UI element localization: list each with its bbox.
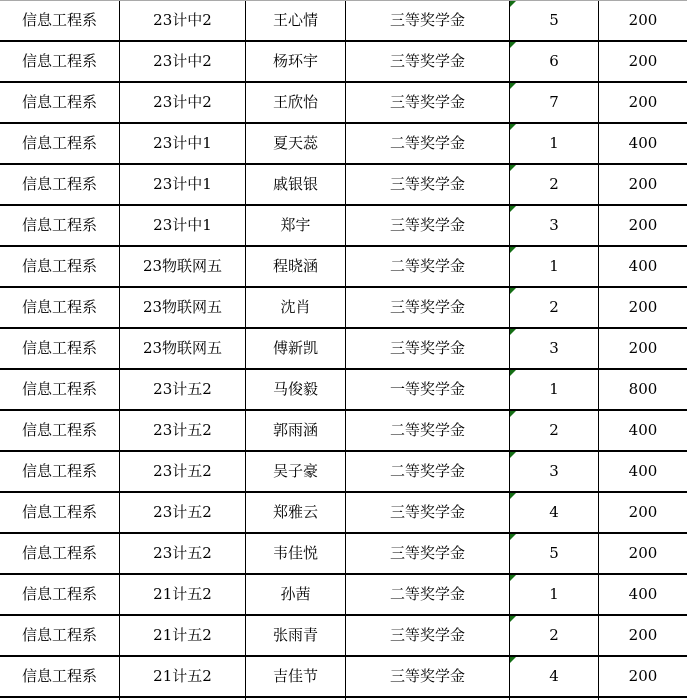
cell-award-level[interactable] (346, 42, 510, 83)
cell-value: 杨环宇 (272, 52, 318, 70)
cell-student-name[interactable] (246, 411, 346, 452)
cell-award-level[interactable] (346, 206, 510, 247)
cell-value: 200 (628, 11, 658, 29)
cell-award-level[interactable] (346, 124, 510, 165)
cell-value: 800 (628, 380, 658, 398)
cell-value: 200 (628, 298, 658, 316)
cell-value: 400 (628, 421, 658, 439)
cell-award-level[interactable] (346, 288, 510, 329)
cell-class[interactable] (120, 288, 246, 329)
number-stored-as-text-indicator-icon (510, 206, 516, 212)
cell-value: 21计五2 (153, 626, 212, 644)
cell-department[interactable] (0, 206, 120, 247)
cell-department[interactable] (0, 1, 120, 42)
table-row (0, 452, 687, 493)
cell-amount[interactable] (599, 288, 687, 329)
cell-class[interactable] (120, 329, 246, 370)
cell-department[interactable] (0, 42, 120, 83)
table-row (0, 493, 687, 534)
cell-value: 23计五2 (153, 503, 212, 521)
table-row (0, 657, 687, 698)
cell-value: 三等奖学金 (389, 667, 465, 685)
table-row (0, 83, 687, 124)
cell-value: 三等奖学金 (389, 93, 465, 111)
cell-value: 马俊毅 (272, 380, 318, 398)
cell-rank[interactable] (510, 534, 599, 575)
cell-value: 信息工程系 (21, 93, 97, 111)
cell-amount[interactable] (599, 42, 687, 83)
cell-rank[interactable] (510, 329, 599, 370)
cell-value: 1 (549, 585, 559, 603)
cell-class[interactable] (120, 124, 246, 165)
cell-student-name[interactable] (246, 493, 346, 534)
cell-amount[interactable] (599, 575, 687, 616)
table-row (0, 411, 687, 452)
cell-amount[interactable] (599, 247, 687, 288)
cell-value: 23物联网五 (142, 339, 223, 357)
cell-value: 2 (549, 626, 559, 644)
number-stored-as-text-indicator-icon (510, 288, 516, 294)
cell-department[interactable] (0, 616, 120, 657)
cell-value: 信息工程系 (21, 544, 97, 562)
cell-amount[interactable] (599, 452, 687, 493)
cell-value: 4 (549, 503, 559, 521)
cell-value: 3 (549, 216, 559, 234)
cell-value: 200 (628, 544, 658, 562)
cell-amount[interactable] (599, 493, 687, 534)
cell-value: 沈肖 (280, 298, 311, 316)
cell-value: 三等奖学金 (389, 626, 465, 644)
cell-award-level[interactable] (346, 657, 510, 698)
cell-department[interactable] (0, 493, 120, 534)
cell-value: 信息工程系 (21, 298, 97, 316)
table-row (0, 247, 687, 288)
cell-value: 1 (549, 380, 559, 398)
cell-value: 400 (628, 257, 658, 275)
cell-value: 3 (549, 339, 559, 357)
cell-student-name[interactable] (246, 42, 346, 83)
cell-value: 信息工程系 (21, 339, 97, 357)
cell-value: 23计五2 (153, 462, 212, 480)
number-stored-as-text-indicator-icon (510, 616, 516, 622)
cell-value: 23物联网五 (142, 298, 223, 316)
cell-value: 二等奖学金 (389, 257, 465, 275)
cell-amount[interactable] (599, 411, 687, 452)
number-stored-as-text-indicator-icon (510, 575, 516, 581)
cell-amount[interactable] (599, 83, 687, 124)
cell-value: 三等奖学金 (389, 52, 465, 70)
cell-value: 200 (628, 667, 658, 685)
cell-value: 信息工程系 (21, 134, 97, 152)
cell-department[interactable] (0, 657, 120, 698)
cell-award-level[interactable] (346, 370, 510, 411)
cell-value: 信息工程系 (21, 52, 97, 70)
cell-value: 400 (628, 585, 658, 603)
cell-value: 2 (549, 421, 559, 439)
cell-value: 三等奖学金 (389, 339, 465, 357)
cell-student-name[interactable] (246, 657, 346, 698)
cell-value: 王欣怡 (272, 93, 318, 111)
cell-value: 200 (628, 52, 658, 70)
cell-rank[interactable] (510, 370, 599, 411)
cell-award-level[interactable] (346, 452, 510, 493)
cell-award-level[interactable] (346, 1, 510, 42)
cell-value: 1 (549, 257, 559, 275)
cell-rank[interactable] (510, 411, 599, 452)
cell-value: 傅新凯 (272, 339, 318, 357)
cell-department[interactable] (0, 247, 120, 288)
cell-department[interactable] (0, 83, 120, 124)
number-stored-as-text-indicator-icon (510, 534, 516, 540)
cell-value: 一等奖学金 (389, 380, 465, 398)
cell-department[interactable] (0, 534, 120, 575)
cell-rank[interactable] (510, 83, 599, 124)
cell-rank[interactable] (510, 165, 599, 206)
cell-value: 4 (549, 667, 559, 685)
number-stored-as-text-indicator-icon (510, 1, 516, 7)
number-stored-as-text-indicator-icon (510, 370, 516, 376)
cell-student-name[interactable] (246, 247, 346, 288)
cell-amount[interactable] (599, 1, 687, 42)
cell-student-name[interactable] (246, 83, 346, 124)
cell-class[interactable] (120, 493, 246, 534)
table-row (0, 165, 687, 206)
cell-value: 200 (628, 626, 658, 644)
cell-student-name[interactable] (246, 124, 346, 165)
cell-student-name[interactable] (246, 288, 346, 329)
cell-award-level[interactable] (346, 247, 510, 288)
table-row (0, 370, 687, 411)
cell-amount[interactable] (599, 206, 687, 247)
cell-value: 信息工程系 (21, 11, 97, 29)
cell-class[interactable] (120, 411, 246, 452)
number-stored-as-text-indicator-icon (510, 42, 516, 48)
cell-value: 孙茜 (280, 585, 311, 603)
cell-student-name[interactable] (246, 1, 346, 42)
cell-value: 5 (549, 544, 559, 562)
cell-award-level[interactable] (346, 493, 510, 534)
cell-student-name[interactable] (246, 534, 346, 575)
cell-value: 吉佳节 (272, 667, 318, 685)
cell-class[interactable] (120, 83, 246, 124)
cell-value: 程晓涵 (272, 257, 318, 275)
cell-value: 三等奖学金 (389, 175, 465, 193)
cell-value: 信息工程系 (21, 175, 97, 193)
cell-department[interactable] (0, 124, 120, 165)
cell-department[interactable] (0, 370, 120, 411)
cell-rank[interactable] (510, 452, 599, 493)
cell-value: 三等奖学金 (389, 11, 465, 29)
cell-class[interactable] (120, 452, 246, 493)
cell-amount[interactable] (599, 329, 687, 370)
table-row (0, 124, 687, 165)
table-row (0, 534, 687, 575)
cell-student-name[interactable] (246, 616, 346, 657)
cell-class[interactable] (120, 370, 246, 411)
cell-amount[interactable] (599, 370, 687, 411)
cell-rank[interactable] (510, 616, 599, 657)
cell-student-name[interactable] (246, 575, 346, 616)
cell-amount[interactable] (599, 657, 687, 698)
cell-value: 2 (549, 298, 559, 316)
cell-value: 二等奖学金 (389, 585, 465, 603)
cell-value: 23计中1 (153, 216, 212, 234)
cell-value: 信息工程系 (21, 421, 97, 439)
cell-value: 信息工程系 (21, 380, 97, 398)
cell-student-name[interactable] (246, 206, 346, 247)
cell-value: 信息工程系 (21, 626, 97, 644)
cell-value: 张雨青 (272, 626, 318, 644)
cell-value: 信息工程系 (21, 503, 97, 521)
cell-class[interactable] (120, 247, 246, 288)
cell-value: 郑宇 (280, 216, 311, 234)
cell-value: 5 (549, 11, 559, 29)
number-stored-as-text-indicator-icon (510, 493, 516, 499)
cell-department[interactable] (0, 411, 120, 452)
number-stored-as-text-indicator-icon (510, 124, 516, 130)
cell-value: 200 (628, 216, 658, 234)
cell-value: 郑雅云 (272, 503, 318, 521)
cell-award-level[interactable] (346, 534, 510, 575)
cell-value: 二等奖学金 (389, 462, 465, 480)
cell-class[interactable] (120, 42, 246, 83)
cell-value: 信息工程系 (21, 216, 97, 234)
cell-rank[interactable] (510, 657, 599, 698)
cell-value: 400 (628, 134, 658, 152)
cell-rank[interactable] (510, 575, 599, 616)
cell-student-name[interactable] (246, 329, 346, 370)
cell-value: 400 (628, 462, 658, 480)
table-row (0, 329, 687, 370)
cell-amount[interactable] (599, 124, 687, 165)
cell-class[interactable] (120, 616, 246, 657)
cell-rank[interactable] (510, 493, 599, 534)
cell-value: 1 (549, 134, 559, 152)
cell-award-level[interactable] (346, 329, 510, 370)
table-row (0, 288, 687, 329)
cell-value: 王心情 (272, 11, 318, 29)
cell-student-name[interactable] (246, 452, 346, 493)
cell-value: 23计中1 (153, 134, 212, 152)
cell-value: 200 (628, 339, 658, 357)
table-row (0, 575, 687, 616)
cell-class[interactable] (120, 165, 246, 206)
cell-award-level[interactable] (346, 165, 510, 206)
cell-department[interactable] (0, 329, 120, 370)
cell-value: 23计五2 (153, 421, 212, 439)
cell-value: 吴子豪 (272, 462, 318, 480)
cell-rank[interactable] (510, 288, 599, 329)
cell-value: 23计五2 (153, 380, 212, 398)
number-stored-as-text-indicator-icon (510, 411, 516, 417)
cell-department[interactable] (0, 165, 120, 206)
number-stored-as-text-indicator-icon (510, 329, 516, 335)
cell-value: 信息工程系 (21, 257, 97, 275)
cell-value: 夏天蕊 (272, 134, 318, 152)
cell-value: 二等奖学金 (389, 134, 465, 152)
number-stored-as-text-indicator-icon (510, 657, 516, 663)
cell-value: 戚银银 (272, 175, 318, 193)
cell-value: 23计五2 (153, 544, 212, 562)
cell-value: 二等奖学金 (389, 421, 465, 439)
cell-value: 200 (628, 503, 658, 521)
cell-value: 21计五2 (153, 667, 212, 685)
table-row (0, 206, 687, 247)
cell-award-level[interactable] (346, 616, 510, 657)
cell-value: 韦佳悦 (272, 544, 318, 562)
cell-award-level[interactable] (346, 575, 510, 616)
number-stored-as-text-indicator-icon (510, 83, 516, 89)
cell-value: 信息工程系 (21, 667, 97, 685)
cell-value: 三等奖学金 (389, 216, 465, 234)
scholarship-table (0, 1, 687, 700)
cell-department[interactable] (0, 288, 120, 329)
number-stored-as-text-indicator-icon (510, 165, 516, 171)
table-row (0, 42, 687, 83)
cell-amount[interactable] (599, 165, 687, 206)
cell-value: 3 (549, 462, 559, 480)
cell-value: 23物联网五 (142, 257, 223, 275)
cell-value: 三等奖学金 (389, 298, 465, 316)
cell-value: 2 (549, 175, 559, 193)
cell-rank[interactable] (510, 247, 599, 288)
table-row (0, 1, 687, 42)
cell-value: 23计中2 (153, 93, 212, 111)
cell-student-name[interactable] (246, 370, 346, 411)
cell-value: 三等奖学金 (389, 503, 465, 521)
cell-rank[interactable] (510, 124, 599, 165)
cell-award-level[interactable] (346, 83, 510, 124)
cell-amount[interactable] (599, 616, 687, 657)
cell-class[interactable] (120, 657, 246, 698)
cell-department[interactable] (0, 575, 120, 616)
cell-class[interactable] (120, 575, 246, 616)
cell-value: 信息工程系 (21, 462, 97, 480)
number-stored-as-text-indicator-icon (510, 452, 516, 458)
cell-class[interactable] (120, 1, 246, 42)
cell-class[interactable] (120, 206, 246, 247)
cell-class[interactable] (120, 534, 246, 575)
cell-rank[interactable] (510, 1, 599, 42)
cell-amount[interactable] (599, 534, 687, 575)
cell-value: 200 (628, 175, 658, 193)
cell-value: 6 (549, 52, 559, 70)
cell-student-name[interactable] (246, 165, 346, 206)
cell-value: 23计中2 (153, 11, 212, 29)
cell-value: 三等奖学金 (389, 544, 465, 562)
cell-rank[interactable] (510, 42, 599, 83)
cell-value: 21计五2 (153, 585, 212, 603)
table-row (0, 616, 687, 657)
cell-department[interactable] (0, 452, 120, 493)
number-stored-as-text-indicator-icon (510, 247, 516, 253)
cell-value: 23计中2 (153, 52, 212, 70)
cell-value: 信息工程系 (21, 585, 97, 603)
cell-value: 郭雨涵 (272, 421, 318, 439)
cell-value: 23计中1 (153, 175, 212, 193)
cell-value: 200 (628, 93, 658, 111)
cell-award-level[interactable] (346, 411, 510, 452)
cell-rank[interactable] (510, 206, 599, 247)
cell-value: 7 (549, 93, 559, 111)
